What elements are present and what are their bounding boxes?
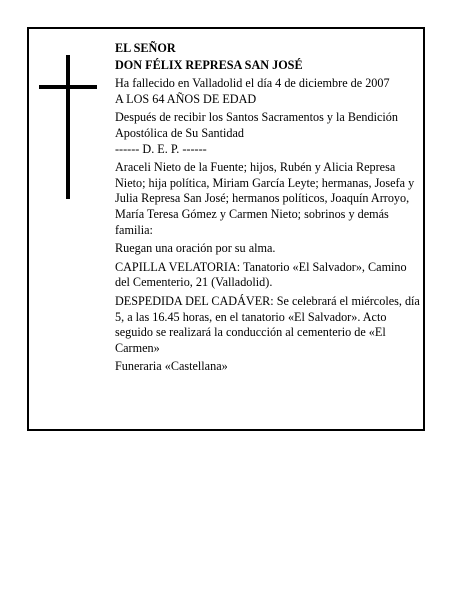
sacraments-line: Después de recibir los Santos Sacramentos y la Bendición Apostólica de Su Santidad (115, 110, 398, 140)
age-line: A LOS 64 AÑOS DE EDAD (115, 91, 257, 106)
funeral-home: Funeraria «Castellana» (115, 359, 228, 374)
deceased-name: DON FÉLIX REPRESA SAN JOSÉ (115, 57, 303, 72)
farewell-info: DESPEDIDA DEL CADÁVER: Se celebrará el miércoles, día 5, a las 16.45 horas, en el tanatorio «El Salvador». Acto seguido se realizará la conducción al cementerio de «El Carmen» (115, 293, 420, 355)
obituary-text (115, 41, 420, 375)
rip-line: ------ D. E. P. ------ (115, 141, 207, 156)
chapel-info: CAPILLA VELATORIA: Tanatorio «El Salvador», Camino del Cementerio, 21 (Valladolid). (115, 259, 407, 290)
prayer-request: Ruegan una oración por su alma. (115, 241, 276, 256)
heading-title: EL SEÑOR (115, 41, 176, 55)
death-notice: Ha fallecido en Valladolid el día 4 de diciembre de 2007 (115, 76, 390, 91)
obituary-notice (27, 27, 425, 431)
cross-vertical-bar (66, 55, 70, 199)
cross-horizontal-bar (39, 85, 97, 89)
family-list: Araceli Nieto de la Fuente; hijos, Rubén y Alicia Represa Nieto; hija política, Miriam García Leyte; hermanas, Josefa y Julia Represa San José; hermanos políticos, Joaquín Arroyo, María Teresa Gómez y Carmen Nieto; sobrinos y demás familia: (115, 160, 415, 237)
cross-icon (39, 55, 97, 199)
